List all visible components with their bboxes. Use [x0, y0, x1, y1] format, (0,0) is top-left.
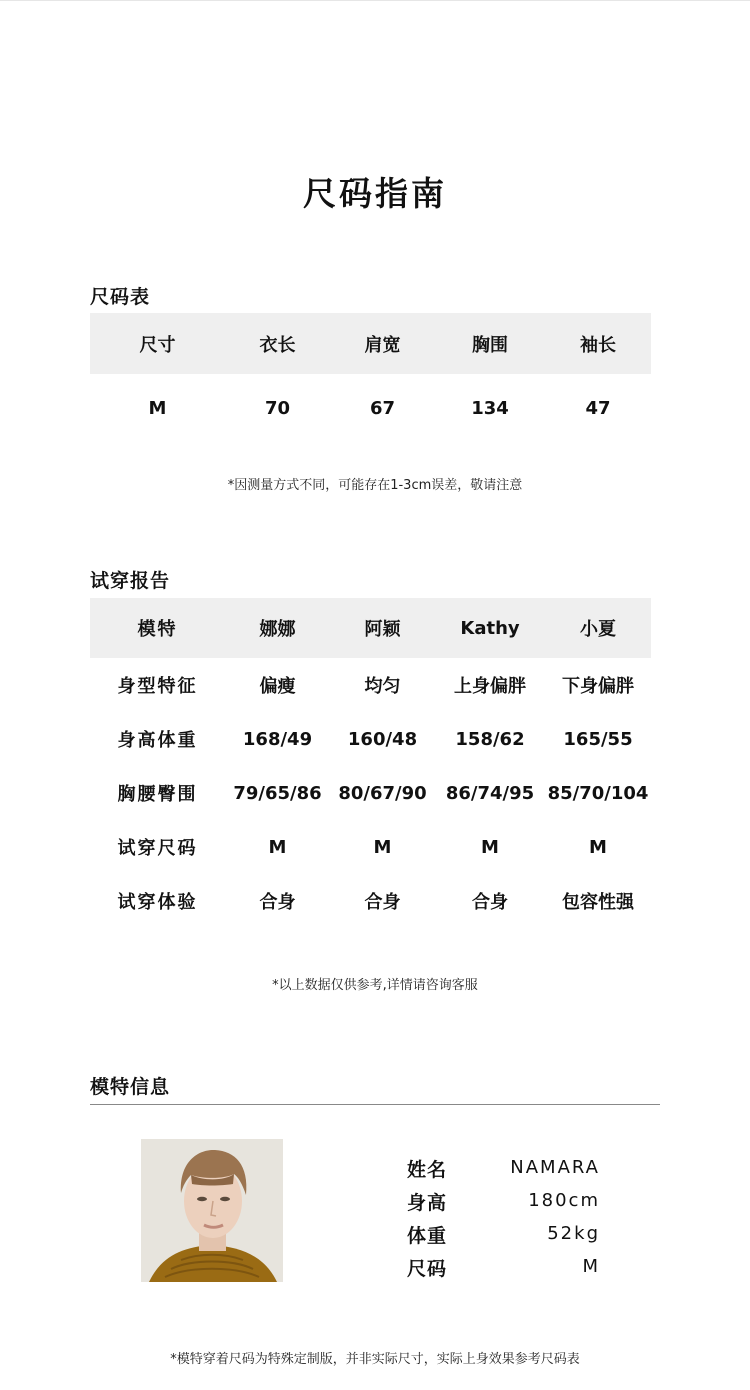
fit-report-cell: 160/48 — [347, 728, 418, 750]
fit-report-cell: 合身 — [259, 892, 296, 913]
fit-report-cell: 86/74/95 — [445, 782, 535, 804]
fit-report-row-label: 胸腰臀围 — [117, 784, 198, 805]
fit-report-header-cell: 小夏 — [545, 598, 651, 658]
size-chart-header-row — [90, 313, 651, 374]
fit-report-header-cell: 娜娜 — [225, 598, 330, 658]
size-chart-cell: M — [148, 397, 167, 419]
fit-report-cell: M — [268, 836, 287, 858]
size-chart-header-cell: 衣长 — [225, 313, 330, 374]
fit-report-row — [90, 658, 651, 712]
fit-report-row-label: 身高体重 — [117, 730, 198, 751]
fit-report-cell: 下身偏胖 — [562, 676, 634, 697]
fit-report-cell: 80/67/90 — [338, 782, 427, 804]
fit-report-cell: 上身偏胖 — [454, 676, 526, 697]
model-info-heading: 模特信息 — [90, 1076, 171, 1098]
fit-report-table — [90, 598, 651, 928]
fit-report-row-label: 试穿体验 — [117, 892, 198, 913]
model-size-value: M — [582, 1256, 600, 1277]
size-chart-header-cell: 尺寸 — [90, 313, 225, 374]
model-name-value: NAMARA — [510, 1157, 600, 1178]
fit-report-header-cell: 阿颖 — [330, 598, 435, 658]
size-chart-note: *因测量方式不同，可能存在1-3cm误差，敬请注意 — [227, 478, 523, 493]
size-chart-cell: 70 — [264, 397, 291, 419]
model-name-label: 姓名 — [407, 1159, 448, 1181]
fit-report-row — [90, 712, 651, 766]
size-chart-cell: 134 — [471, 397, 509, 419]
fit-report-cell: 均匀 — [364, 676, 401, 697]
fit-report-cell: 168/49 — [242, 728, 313, 750]
size-chart-header-cell: 袖长 — [545, 313, 651, 374]
fit-report-cell: 包容性强 — [562, 892, 634, 913]
fit-report-row — [90, 820, 651, 874]
page-title: 尺码指南 — [303, 174, 447, 213]
fit-report-cell: M — [481, 836, 499, 858]
model-weight-label: 体重 — [407, 1225, 448, 1247]
model-height-value: 180cm — [528, 1190, 600, 1211]
size-chart-cell: 67 — [369, 397, 396, 419]
fit-report-cell: 85/70/104 — [547, 782, 649, 804]
size-chart-heading: 尺码表 — [90, 286, 151, 308]
model-photo — [141, 1139, 283, 1282]
fit-report-row — [90, 874, 651, 928]
fit-report-row-label: 身型特征 — [117, 676, 198, 697]
size-chart-header-cell: 胸围 — [435, 313, 545, 374]
fit-report-header-cell: Kathy — [435, 598, 545, 658]
model-info-divider — [90, 1104, 660, 1105]
size-chart-table — [90, 313, 651, 442]
fit-report-row — [90, 766, 651, 820]
size-chart-row — [90, 374, 651, 442]
top-divider — [0, 0, 750, 1]
fit-report-cell: 偏瘦 — [259, 676, 296, 697]
fit-report-header-cell: 模特 — [90, 598, 225, 658]
model-weight-value: 52kg — [547, 1223, 600, 1244]
model-size-label: 尺码 — [407, 1258, 448, 1280]
fit-report-note: *以上数据仅供参考,详情请咨询客服 — [272, 978, 478, 993]
fit-report-header-row — [90, 598, 651, 658]
size-chart-header-cell: 肩宽 — [330, 313, 435, 374]
model-height-label: 身高 — [407, 1192, 448, 1214]
fit-report-heading: 试穿报告 — [90, 570, 171, 592]
fit-report-cell: 158/62 — [455, 728, 525, 750]
size-chart-cell: 47 — [585, 397, 611, 419]
fit-report-cell: 165/55 — [563, 728, 633, 750]
fit-report-cell: 79/65/86 — [233, 782, 322, 804]
fit-report-cell: 合身 — [472, 892, 508, 913]
fit-report-cell: 合身 — [364, 892, 401, 913]
fit-report-cell: M — [589, 836, 607, 858]
model-portrait-icon — [141, 1139, 283, 1282]
fit-report-row-label: 试穿尺码 — [117, 838, 198, 859]
model-info-note: *模特穿着尺码为特殊定制版，并非实际尺寸，实际上身效果参考尺码表 — [170, 1352, 580, 1367]
fit-report-cell: M — [373, 836, 392, 858]
